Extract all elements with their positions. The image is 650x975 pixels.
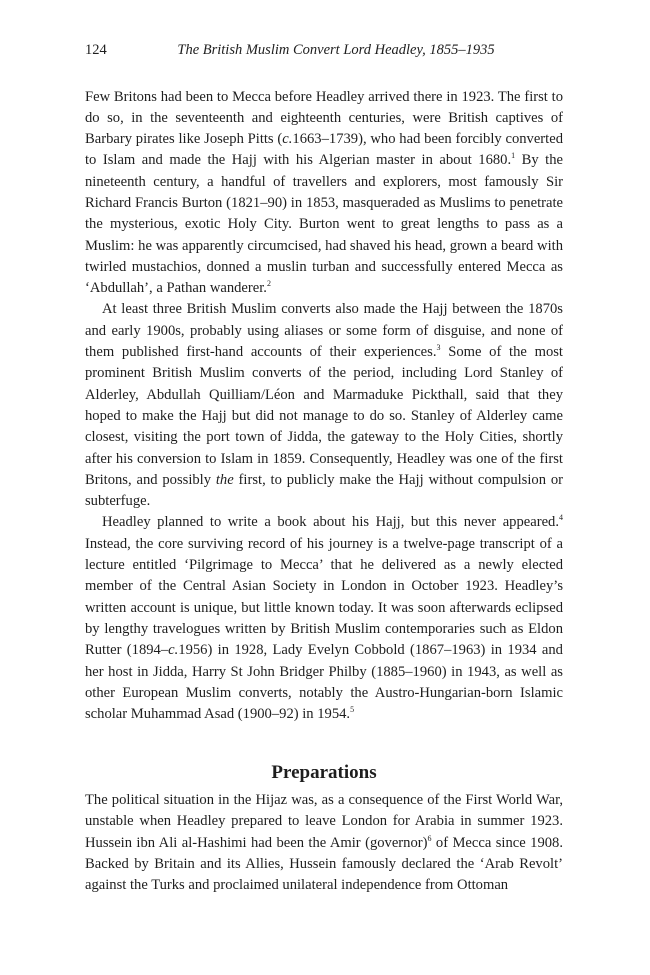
text-run: 1663–1739), who had been forcibly converted to Islam and made the Hajj with his Algerian master in about 1680. bbox=[85, 131, 563, 169]
italic-text: the bbox=[215, 471, 234, 488]
text-run: By the nineteenth century, a handful of travellers and explorers, most famously Sir Richard Francis Burton (1821–90) in 1853, masqueraded as Muslims to penetrate the mysterious, exotic Holy City. Burton went to great lengths to pass as a Muslim: he was apparently circumcised, had shaved his head, grown a beard with twirled mustachios, donned a muslin turban and successfully entered Mecca as ‘Abdullah’, a Pathan wanderer. bbox=[85, 152, 563, 297]
footnote-ref: 5 bbox=[350, 705, 355, 715]
section-heading: Preparations bbox=[271, 761, 377, 783]
text-run: Few Britons had been to Mecca before Headley arrived there in 1923. The first to do so, in the seventeenth and eighteenth centuries, were British captives of Barbary pirates like Joseph Pitts ( bbox=[85, 88, 563, 148]
text-run: Headley planned to write a book about his Hajj, but this never appeared. bbox=[102, 514, 559, 531]
running-head bbox=[85, 42, 563, 64]
italic-text: c. bbox=[168, 642, 179, 659]
paragraph bbox=[85, 87, 563, 300]
italic-text: c. bbox=[282, 131, 293, 148]
running-title: The British Muslim Convert Lord Headley, 1855–1935 bbox=[177, 42, 495, 58]
paragraph bbox=[85, 299, 563, 512]
text-run: first, to publicly make the Hajj without compulsion or subterfuge. bbox=[85, 471, 564, 510]
body-text bbox=[85, 87, 563, 726]
text-run: Instead, the core surviving record of his journey is a twelve-page transcript of a lecture entitled ‘Pilgrimage to Mecca’ that he delivered as a newly elected member of the Central Asian Society in London in October 1923. Headley’s written account is unique, but little known today. It was soon afterwards eclipsed by lengthy travelogues written by British Muslim contemporaries such as Eldon Rutter (1894– bbox=[85, 535, 563, 659]
paragraph bbox=[85, 512, 563, 725]
footnote-ref: 2 bbox=[266, 279, 271, 289]
footnote-ref: 3 bbox=[436, 343, 441, 353]
text-run: 1956) in 1928, Lady Evelyn Cobbold (1867–1963) in 1934 and her host in Jidda, Harry St John Bridger Philby (1885–1960) in 1943, as well as other European Muslim converts, notably the Austro-Hungarian-born Islamic scholar Muhammad Asad (1900–92) in 1954. bbox=[85, 642, 563, 723]
paragraph bbox=[85, 790, 563, 896]
text-run: of Mecca since 1908. Backed by Britain and its Allies, Hussein famously declared the ‘Arab Revolt’ against the Turks and proclaimed unilateral independence from Ottoman bbox=[85, 834, 563, 894]
footnote-ref: 4 bbox=[559, 513, 563, 523]
page-number: 124 bbox=[85, 42, 107, 58]
text-run: Some of the most prominent British Muslim converts of the period, including Lord Stanley of Alderley, Abdullah Quilliam/Léon and Marmaduke Pickthall, said that they hoped to make the Hajj but did not manage to do so. Stanley of Alderley came closest, visiting the port town of Jidda, the gateway to the Holy Cities, shortly after his conversion to Islam in 1859. Consequently, Headley was one of the first Britons, and possibly bbox=[85, 344, 563, 488]
footnote-ref: 1 bbox=[511, 151, 516, 161]
text-run: The political situation in the Hijaz was, as a consequence of the First World War, unstable when Headley prepared to leave London for Arabia in summer 1923. Hussein ibn Ali al-Hashimi had been the Amir (governor) bbox=[85, 792, 563, 851]
section-text bbox=[85, 790, 563, 896]
text-run: At least three British Muslim converts also made the Hajj between the 1870s and early 1900s, probably using aliases or some form of disguise, and none of them published first-hand accounts of their experiences. bbox=[85, 301, 563, 361]
footnote-ref: 6 bbox=[427, 833, 432, 843]
